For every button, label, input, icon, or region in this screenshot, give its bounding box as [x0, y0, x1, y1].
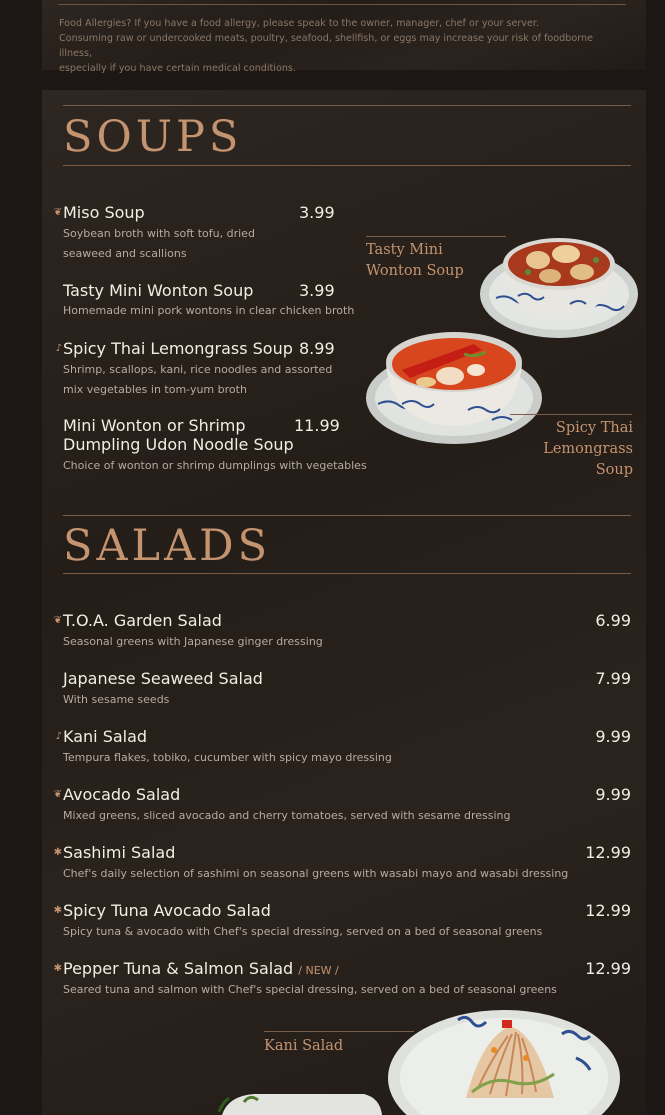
- menu-item-description: Mixed greens, sliced avocado and cherry tomatoes, served with sesame dressing: [63, 809, 511, 822]
- pepper-icon: ♪: [55, 731, 62, 742]
- menu-item-name: [63, 959, 339, 980]
- menu-item-name: Kani Salad: [63, 727, 148, 746]
- notice-line: especially if you have certain medical conditions.: [59, 63, 296, 74]
- menu-item-name: Japanese Seaweed Salad: [63, 669, 263, 688]
- kani-salad-photo: [386, 1008, 622, 1115]
- notice-line: Consuming raw or undercooked meats, poultry, seafood, shellfish, or eggs may increase your risk of foodborne illness,: [59, 33, 593, 59]
- menu-item-name-text: Pepper Tuna & Salmon Salad: [63, 959, 294, 978]
- notice-divider: [58, 4, 626, 5]
- menu-item-price: 9.99: [595, 785, 631, 804]
- section-divider: [63, 515, 631, 516]
- menu-item-price: 7.99: [595, 669, 631, 688]
- menu-item-description: Spicy tuna & avocado with Chef's special dressing, served on a bed of seasonal greens: [63, 925, 543, 938]
- menu-item-price: 3.99: [299, 281, 335, 300]
- raw-fish-icon: ✱: [53, 963, 62, 974]
- menu-item-description: Seasonal greens with Japanese ginger dressing: [63, 635, 323, 648]
- menu-item-price: 9.99: [595, 727, 631, 746]
- menu-item-name: T.O.A. Garden Salad: [63, 611, 222, 630]
- menu-item-name: Spicy Tuna Avocado Salad: [63, 901, 271, 920]
- section-title-soups: SOUPS: [63, 112, 243, 162]
- menu-item-price: 12.99: [585, 901, 631, 920]
- menu-item-name: Mini Wonton or Shrimp Dumpling Udon Noodle Soup: [63, 416, 294, 454]
- notice-line: Food Allergies? If you have a food allergy, please speak to the owner, manager, chef or your server.: [59, 18, 539, 29]
- menu-item-description: Choice of wonton or shrimp dumplings with vegetables: [63, 459, 367, 472]
- menu-item-description: Tempura flakes, tobiko, cucumber with spicy mayo dressing: [63, 751, 392, 764]
- menu-item-description: With sesame seeds: [63, 693, 170, 706]
- caption-divider: [510, 414, 632, 415]
- pepper-icon: ♪: [55, 343, 62, 354]
- section-divider: [63, 105, 631, 106]
- photo-caption: Kani Salad: [264, 1038, 344, 1054]
- menu-item-description: Shrimp, scallops, kani, rice noodles and assorted mix vegetables in tom-yum broth: [63, 363, 333, 396]
- gluten-free-icon: ❦: [53, 789, 62, 800]
- menu-item-name: Tasty Mini Wonton Soup: [63, 281, 254, 300]
- menu-item-price: 12.99: [585, 959, 631, 978]
- menu-item-description: Soybean broth with soft tofu, dried seaweed and scallions: [63, 227, 255, 260]
- allergy-notice: [59, 16, 629, 76]
- menu-item-description: Homemade mini pork wontons in clear chicken broth: [63, 304, 355, 317]
- menu-item-price: 3.99: [299, 203, 335, 222]
- menu-item-price: 8.99: [299, 339, 335, 358]
- menu-item-description: Chef's daily selection of sashimi on seasonal greens with wasabi mayo and wasabi dressing: [63, 867, 569, 880]
- menu-item-description: Seared tuna and salmon with Chef's special dressing, served on a bed of seasonal greens: [63, 983, 557, 996]
- raw-fish-icon: ✱: [53, 905, 62, 916]
- menu-item-price: 6.99: [595, 611, 631, 630]
- menu-item-name: Spicy Thai Lemongrass Soup: [63, 339, 293, 358]
- menu-item-price: 12.99: [585, 843, 631, 862]
- section-divider: [63, 165, 631, 166]
- photo-caption: Tasty Mini Wonton Soup: [366, 242, 464, 279]
- menu-item-name: Miso Soup: [63, 203, 145, 222]
- photo-caption: Spicy Thai Lemongrass Soup: [543, 420, 633, 478]
- section-divider: [63, 573, 631, 574]
- salad-bowl-photo: [214, 1092, 384, 1115]
- leaf-icon: ❦: [53, 615, 62, 626]
- leaf-icon: ❦: [53, 207, 62, 218]
- section-title-salads: SALADS: [63, 521, 272, 571]
- raw-fish-icon: ✱: [53, 847, 62, 858]
- menu-item-name: Sashimi Salad: [63, 843, 176, 862]
- menu-item-price: 11.99: [294, 416, 340, 435]
- menu-item-name: Avocado Salad: [63, 785, 181, 804]
- new-badge: / NEW /: [298, 964, 339, 977]
